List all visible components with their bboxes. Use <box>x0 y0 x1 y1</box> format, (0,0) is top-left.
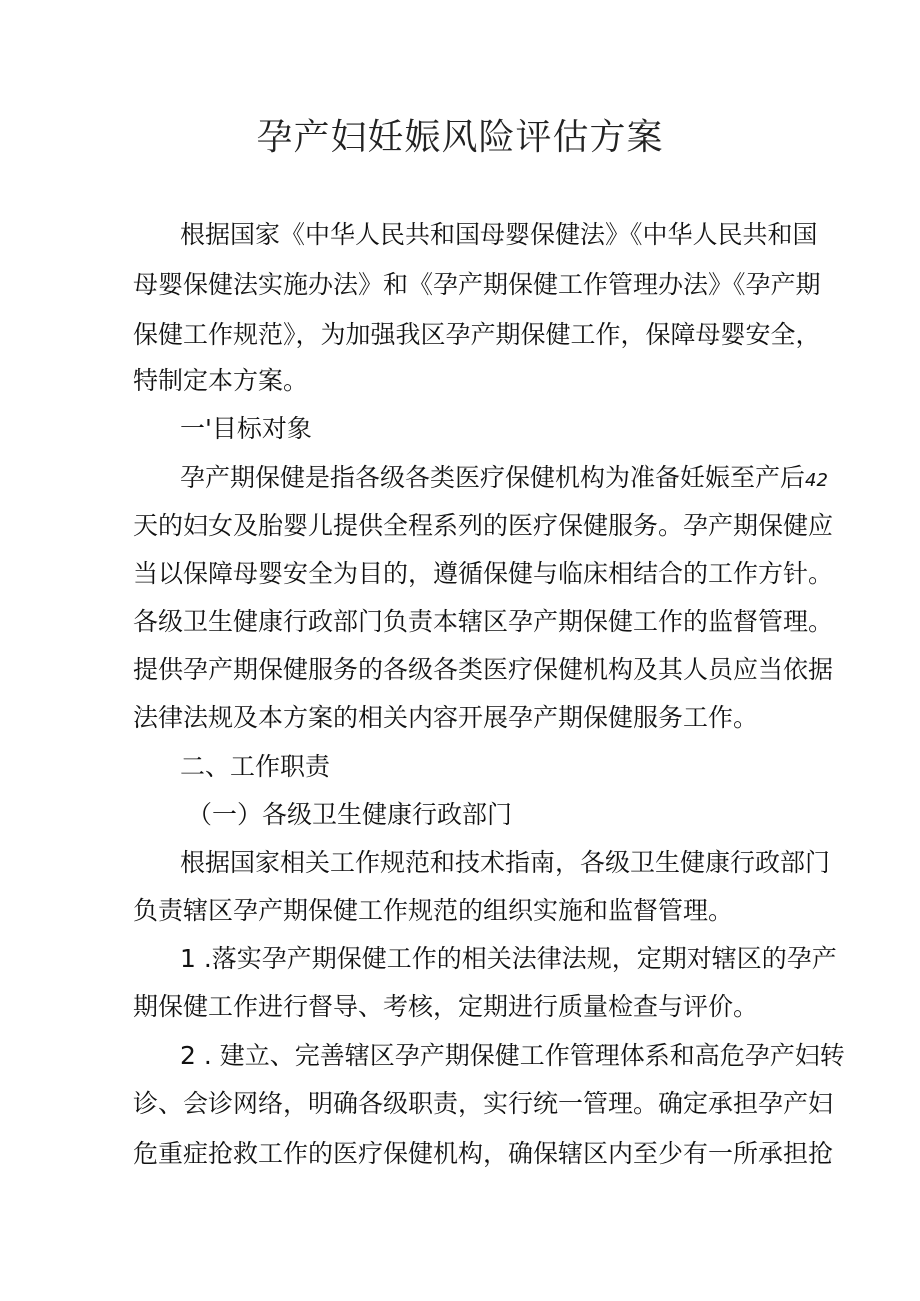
paragraph-line: 法律法规及本方案的相关内容开展孕产期保健服务工作。 <box>133 703 759 732</box>
list-item-line: 2 . 建立、完善辖区孕产期保健工作管理体系和高危孕产妇转 <box>180 1041 845 1070</box>
section-heading: 一'目标对象 <box>180 414 312 443</box>
paragraph-line: 特制定本方案。 <box>133 366 309 395</box>
paragraph-line: 母婴保健法实施办法》和《孕产期保健工作管理办法》《孕产期 <box>133 270 821 299</box>
paragraph-line: 保健工作规范》，为加强我区孕产期保健工作，保障母婴安全， <box>133 320 821 349</box>
paragraph-line: 提供孕产期保健服务的各级各类医疗保健机构及其人员应当依据 <box>133 655 834 684</box>
paragraph-text: 孕产期保健是指各级各类医疗保健机构为准备妊娠至产后 <box>180 463 806 492</box>
paragraph-line: 各级卫生健康行政部门负责本辖区孕产期保健工作的监督管理。 <box>133 607 834 636</box>
paragraph-line: 期保健工作进行督导、考核，定期进行质量检查与评价。 <box>133 992 759 1021</box>
paragraph-line: 根据国家相关工作规范和技术指南，各级卫生健康行政部门 <box>180 848 831 877</box>
paragraph-line: 危重症抢救工作的医疗保健机构，确保辖区内至少有一所承担抢 <box>133 1139 834 1168</box>
paragraph-line: 负责辖区孕产期保健工作规范的组织实施和监督管理。 <box>133 896 734 925</box>
paragraph-line <box>0 461 920 498</box>
paragraph-line: 根据国家《中华人民共和国母婴保健法》《中华人民共和国 <box>180 220 818 249</box>
paragraph-line: 当以保障母婴安全为目的，遵循保健与临床相结合的工作方针。 <box>133 559 834 588</box>
list-item-line: 1 .落实孕产期保健工作的相关法律法规，定期对辖区的孕产 <box>180 944 837 973</box>
section-heading: 二、工作职责 <box>180 752 331 781</box>
paragraph-line: 天的妇女及胎婴儿提供全程系列的医疗保健服务。孕产期保健应 <box>133 511 834 540</box>
paragraph-number: 42 <box>805 470 828 491</box>
subsection-heading: （一）各级卫生健康行政部门 <box>187 800 513 829</box>
paragraph-line: 诊、会诊网络，明确各级职责，实行统一管理。确定承担孕产妇 <box>133 1089 834 1118</box>
document-title: 孕产妇妊娠风险评估方案 <box>256 117 664 158</box>
